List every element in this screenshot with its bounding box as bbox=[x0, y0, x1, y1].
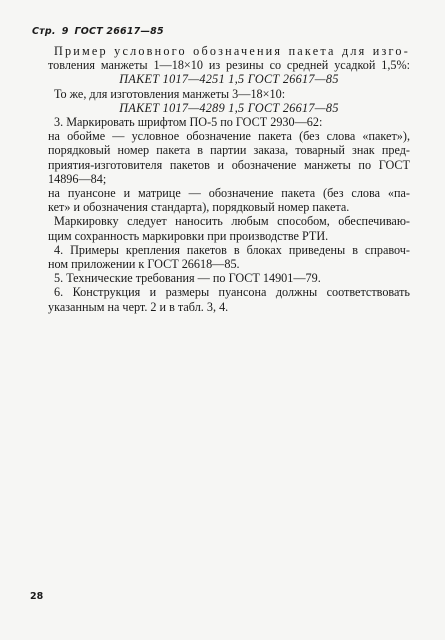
text-line: товления манжеты 1—18×10 из резины со средней усадкой 1,5%: bbox=[48, 58, 410, 73]
designation-example: ПАКЕТ 1017—4289 1,5 ГОСТ 26617—85 bbox=[119, 100, 339, 115]
text-line: на обойме — условное обозначение пакета (без слова «пакет»), bbox=[48, 129, 410, 144]
document-body bbox=[48, 44, 410, 314]
text-line: кет» и обозначения стандарта), порядковый номер пакета. bbox=[48, 200, 350, 215]
text-line: порядковый номер пакета в партии заказа, товарный знак пред- bbox=[48, 143, 410, 158]
designation-example: ПАКЕТ 1017—4251 1,5 ГОСТ 26617—85 bbox=[119, 72, 339, 87]
text-line: Маркировку следует наносить любым способом, обеспечиваю- bbox=[54, 214, 410, 229]
page-label: Стр. bbox=[32, 26, 56, 37]
text-line: 6. Конструкция и размеры пуансона должны соответствовать bbox=[54, 285, 410, 300]
text-line: щим сохранность маркировки при производстве РТИ. bbox=[48, 228, 329, 243]
page-header bbox=[32, 26, 170, 37]
text-line: приятия-изготовителя пакетов и обозначение манжеты по ГОСТ bbox=[48, 157, 410, 172]
text-line: ном приложении к ГОСТ 26618—85. bbox=[48, 257, 240, 272]
text-line: указанным на черт. 2 и в табл. 3, 4. bbox=[48, 299, 229, 314]
text-line: То же, для изготовления манжеты 3—18×10: bbox=[54, 86, 286, 101]
page-number: 28 bbox=[30, 591, 44, 602]
header-page-number: 9 bbox=[61, 26, 69, 37]
text-line: 4. Примеры крепления пакетов в блоках приведены в справоч- bbox=[54, 242, 410, 257]
text-line: 5. Технические требования — по ГОСТ 14901—79. bbox=[54, 271, 321, 286]
text-line: Пример условного обозначения пакета для изго- bbox=[54, 44, 410, 58]
header-standard: ГОСТ 26617—85 bbox=[74, 26, 164, 37]
text-line: 14896—84; bbox=[48, 171, 107, 186]
text-line: 3. Маркировать шрифтом ПО-5 по ГОСТ 2930—62: bbox=[54, 115, 323, 130]
text-line: на пуансоне и матрице — обозначение пакета (без слова «па- bbox=[48, 186, 410, 201]
